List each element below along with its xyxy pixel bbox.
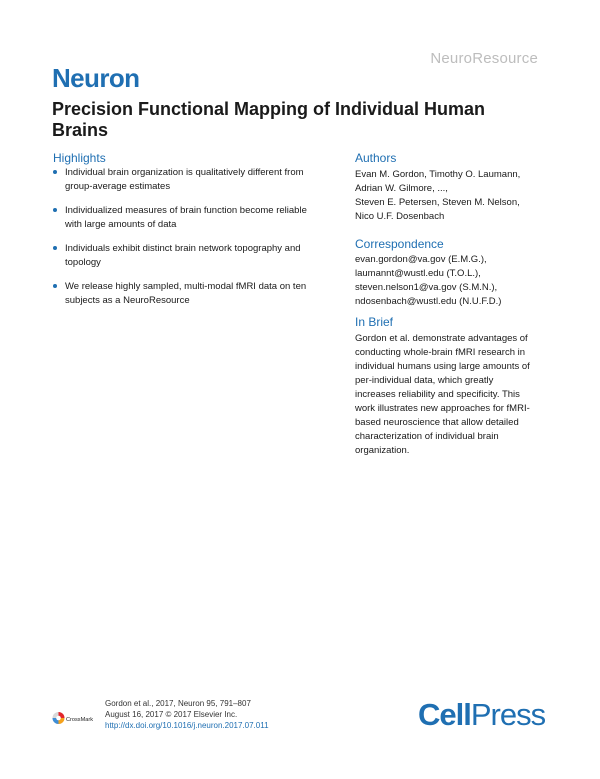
- journal-name: Neuron: [52, 63, 140, 93]
- bullet-icon: [53, 246, 57, 250]
- highlight-line: Individualized measures of brain function become reliable: [65, 205, 307, 216]
- bullet-icon: [53, 170, 57, 174]
- in-brief-line: increases reliability and specificity. This: [355, 389, 520, 400]
- article-title: Precision Functional Mapping of Individual Human Brains: [52, 99, 486, 140]
- in-brief-heading: In Brief: [355, 315, 394, 329]
- highlight-line: Individual brain organization is qualitatively different from: [65, 167, 304, 178]
- authors-line: Nico U.F. Dosenbach: [355, 211, 445, 222]
- highlight-line: with large amounts of data: [65, 219, 177, 230]
- citation: Gordon et al., 2017, Neuron 95, 791–807: [105, 699, 251, 708]
- authors-heading: Authors: [355, 151, 397, 165]
- highlight-line: Individuals exhibit distinct brain network topography and: [65, 243, 301, 254]
- correspondence-email[interactable]: steven.nelson1@va.gov (S.M.N.),: [355, 282, 498, 293]
- logo-press: Press: [470, 697, 546, 732]
- highlight-line: subjects as a NeuroResource: [65, 295, 190, 306]
- in-brief-line: characterization of individual brain: [355, 431, 499, 442]
- highlights-list: [53, 166, 338, 318]
- in-brief-line: work illustrates new approaches for fMRI-: [355, 403, 530, 414]
- authors-line: Steven E. Petersen, Steven M. Nelson,: [355, 197, 520, 208]
- crossmark-icon[interactable]: [52, 711, 100, 725]
- crossmark-label: CrossMark: [66, 717, 94, 723]
- authors-list: [355, 168, 555, 224]
- highlight-line: group-average estimates: [65, 181, 171, 192]
- highlight-item: [53, 280, 338, 308]
- bullet-icon: [53, 284, 57, 288]
- in-brief-line: based neuroscience that allow detailed: [355, 417, 519, 428]
- section-label: NeuroResource: [430, 50, 538, 67]
- cellpress-logo: [418, 698, 545, 732]
- authors-line: Adrian W. Gilmore, ...,: [355, 183, 448, 194]
- correspondence-email[interactable]: evan.gordon@va.gov (E.M.G.),: [355, 254, 487, 265]
- highlights-heading: Highlights: [53, 151, 106, 165]
- logo-cell: Cell: [418, 697, 471, 732]
- in-brief-line: per-individual data, which greatly: [355, 375, 494, 386]
- in-brief-line: conducting whole-brain fMRI research in: [355, 347, 526, 358]
- highlight-item: [53, 242, 338, 270]
- correspondence-email[interactable]: laumannt@wustl.edu (T.O.L.),: [355, 268, 481, 279]
- correspondence-email[interactable]: ndosenbach@wustl.edu (N.U.F.D.): [355, 296, 502, 307]
- highlight-item: [53, 166, 338, 194]
- highlight-item: [53, 204, 338, 232]
- authors-line: Evan M. Gordon, Timothy O. Laumann,: [355, 169, 521, 180]
- bullet-icon: [53, 208, 57, 212]
- in-brief-line: individual humans using large amounts of: [355, 361, 530, 372]
- in-brief-line: organization.: [355, 445, 410, 456]
- publication-date: August 16, 2017 © 2017 Elsevier Inc.: [105, 710, 238, 719]
- highlight-line: topology: [65, 257, 101, 268]
- in-brief-line: Gordon et al. demonstrate advantages of: [355, 333, 528, 344]
- in-brief-text: [355, 332, 555, 458]
- doi-link[interactable]: http://dx.doi.org/10.1016/j.neuron.2017.07.011: [105, 721, 269, 730]
- correspondence-list: [355, 253, 555, 309]
- footer-citation: [105, 698, 269, 731]
- highlight-line: We release highly sampled, multi-modal fMRI data on ten: [65, 281, 307, 292]
- correspondence-heading: Correspondence: [355, 237, 444, 251]
